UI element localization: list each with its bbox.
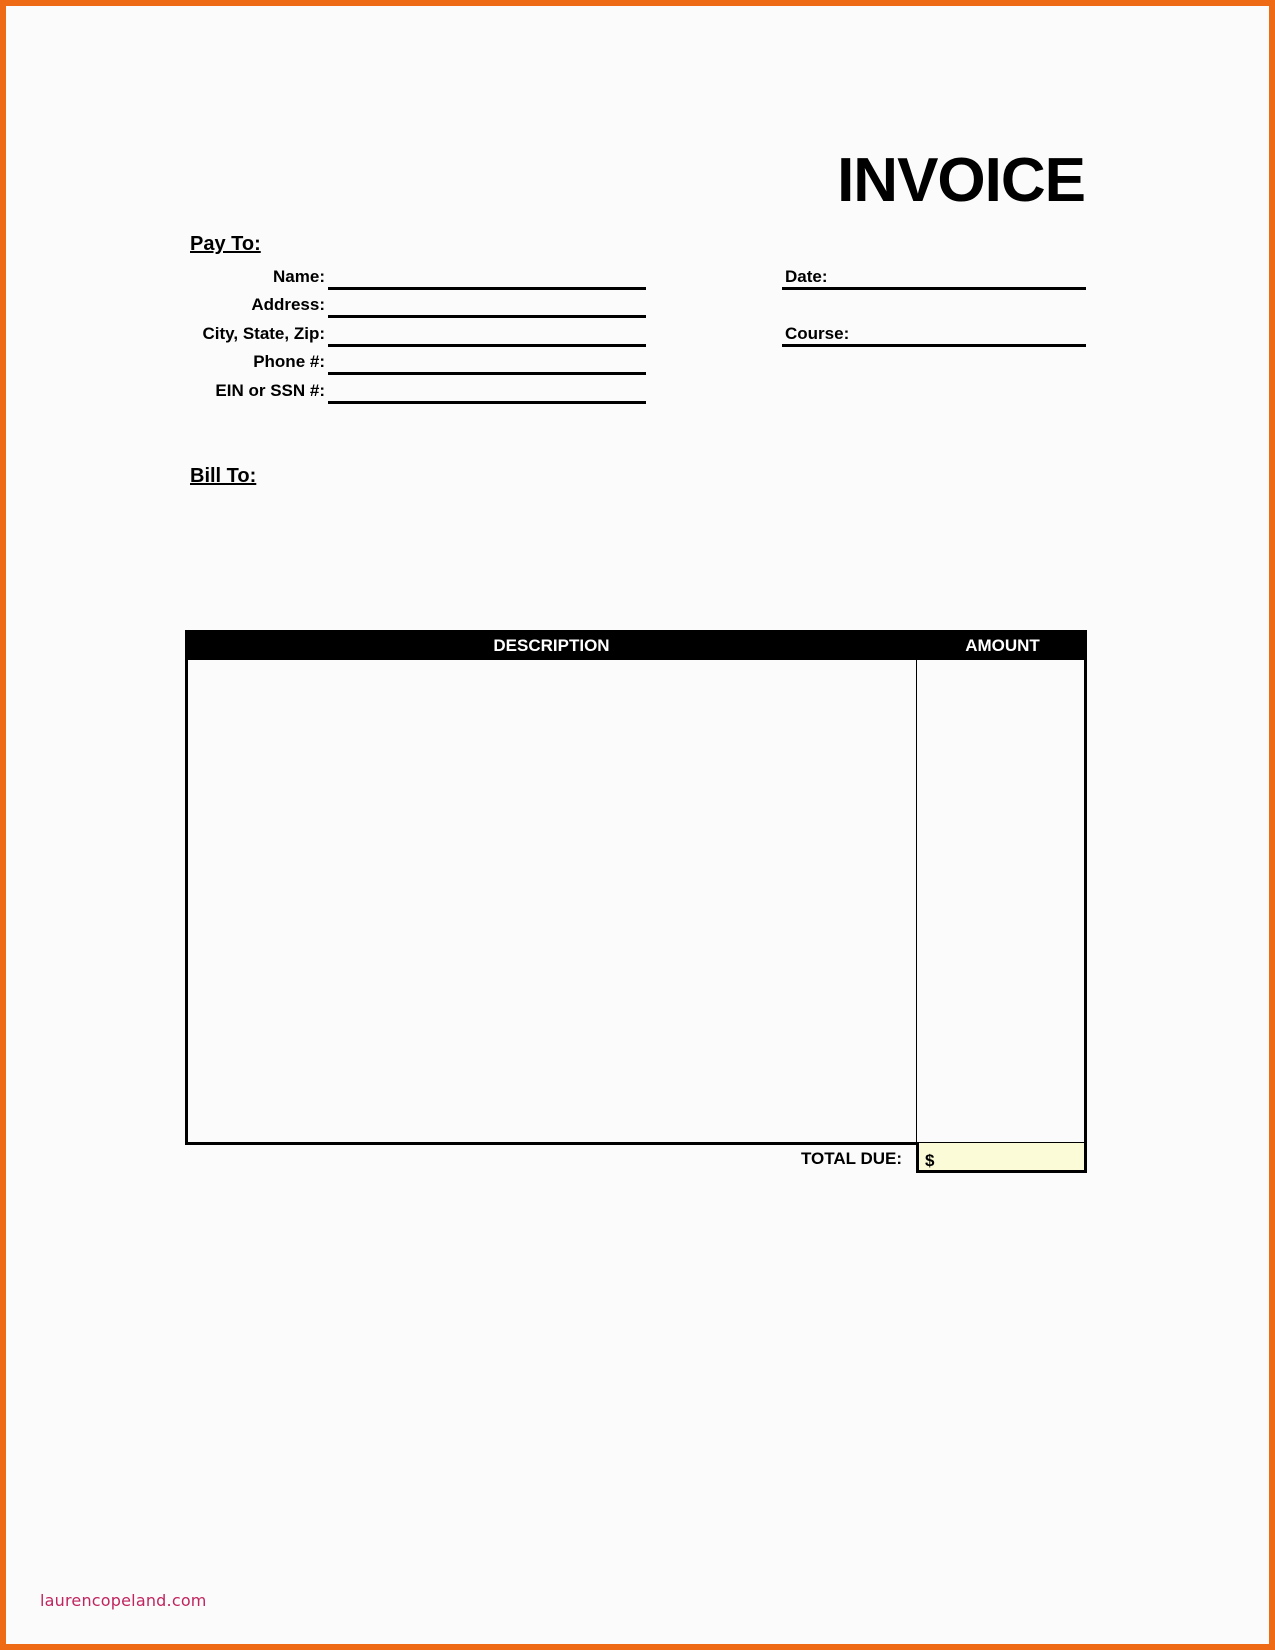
total-due-field[interactable]	[916, 1143, 1087, 1173]
invoice-title: INVOICE	[837, 146, 1085, 215]
bill-to-heading: Bill To:	[190, 465, 257, 487]
date-field[interactable]	[782, 287, 1086, 290]
city-state-zip-label: City, State, Zip:	[202, 324, 325, 343]
total-currency-symbol: $	[925, 1151, 935, 1170]
date-label: Date:	[785, 267, 828, 286]
watermark: laurencopeland.com	[40, 1591, 207, 1610]
phone-label: Phone #:	[253, 352, 325, 371]
course-field[interactable]	[782, 344, 1086, 347]
description-column-header: DESCRIPTION	[493, 636, 610, 655]
address-label: Address:	[251, 295, 325, 314]
address-field[interactable]	[328, 315, 646, 318]
ein-ssn-field[interactable]	[328, 401, 646, 404]
total-due-label: TOTAL DUE:	[800, 1149, 902, 1168]
amount-column-header: AMOUNT	[965, 636, 1040, 655]
course-label: Course:	[785, 324, 850, 343]
name-field[interactable]	[328, 287, 646, 290]
name-label: Name:	[273, 267, 325, 286]
phone-field[interactable]	[328, 372, 646, 375]
pay-to-heading: Pay To:	[190, 233, 261, 255]
ein-ssn-label: EIN or SSN #:	[215, 381, 325, 400]
city-state-zip-field[interactable]	[328, 344, 646, 347]
table-header	[185, 630, 1087, 660]
column-divider	[916, 660, 917, 1145]
line-items-table	[185, 630, 1087, 1145]
